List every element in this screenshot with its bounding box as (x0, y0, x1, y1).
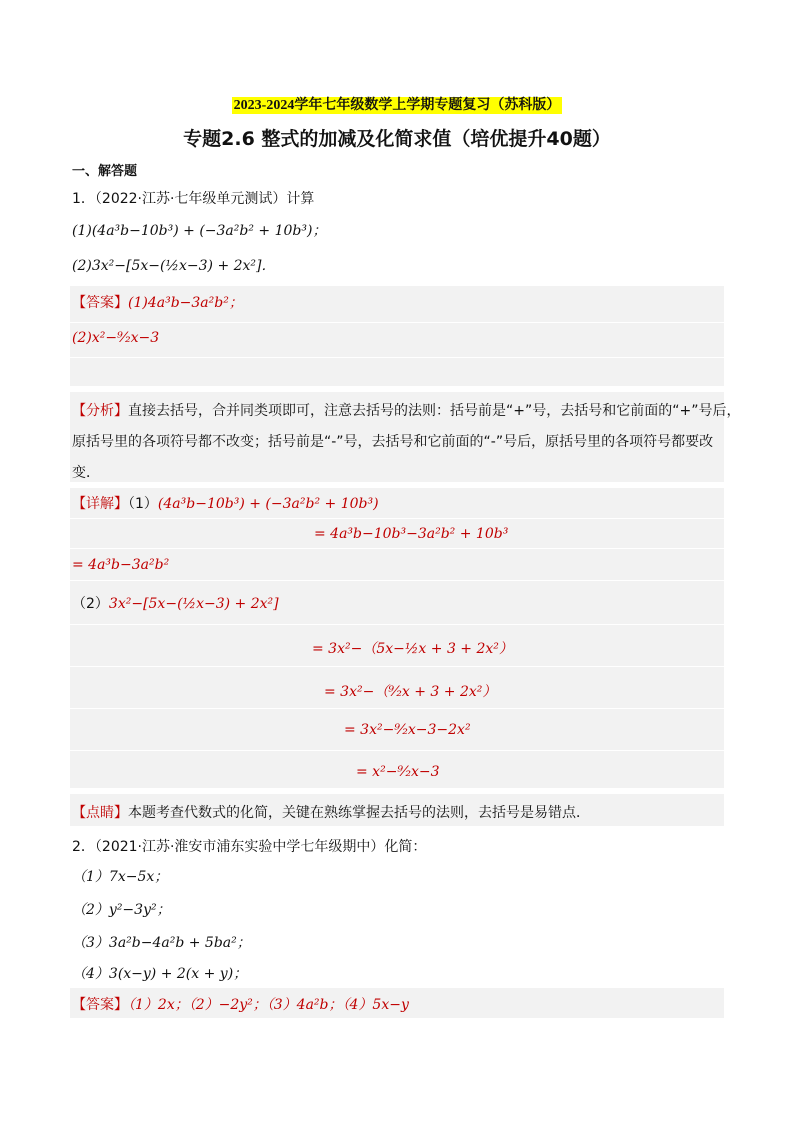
page-title: 专题2.6 整式的加减及化简求值（培优提升40题） (183, 128, 611, 150)
divider (70, 708, 724, 709)
q2-part4: （4）3(x−y) + 2(x + y)； (72, 966, 248, 982)
answer-label: 【答案】 (72, 997, 128, 1013)
section-heading: 一、解答题 (72, 164, 138, 179)
q2-part3: （3）3a²b−4a²b + 5ba²； (72, 935, 251, 951)
analysis-label: 【分析】 (72, 403, 128, 419)
q2-part1: （1）7x−5x； (72, 869, 169, 885)
q1-analysis-line2: 原括号里的各项符号都不改变；括号前是“-”号，去括号和它前面的“-”号后，原括号里的各项符号都要改 (72, 434, 714, 450)
divider (70, 750, 724, 751)
q1-detail-2: （2）3x²−[5x−(½x−3) + 2x²] (72, 596, 279, 612)
q1-part2: (2)3x²−[5x−(½x−3) + 2x²]． (72, 258, 276, 274)
q1-comment: 【点睛】本题考查代数式的化简，关键在熟练掌握去括号的法则，去括号是易错点． (72, 805, 590, 821)
divider (70, 518, 724, 519)
q1-detail-1-step1: = 4a³b−10b³−3a²b² + 10b³ (314, 526, 509, 542)
divider (70, 548, 724, 549)
divider (70, 580, 724, 581)
divider (70, 322, 724, 323)
divider (70, 357, 724, 358)
q1-analysis-line3: 变． (72, 465, 100, 481)
answer-label: 【答案】 (72, 295, 128, 311)
q1-part1: (1)(4a³b−10b³) + (−3a²b² + 10b³)； (72, 223, 327, 239)
q1-detail-2-step4: = x²−⁹⁄₂x−3 (356, 764, 440, 780)
q1-detail-2-step1: = 3x²−（5x−½x + 3 + 2x²） (312, 641, 513, 657)
q1-detail-1: 【详解】（1）(4a³b−10b³) + (−3a²b² + 10b³) (72, 496, 379, 512)
divider (70, 624, 724, 625)
answer-part2: (2)x²−⁹⁄₂x−3 (72, 330, 160, 346)
q1-answer (72, 292, 243, 312)
q1-analysis-line1: 【分析】直接去括号，合并同类项即可，注意去括号的法则：括号前是“+”号，去括号和它前面的“+”号后， (72, 403, 741, 419)
q2-stem: 2．（2021·江苏·淮安市浦东实验中学七年级期中）化简： (72, 839, 427, 855)
q1-detail-2-step2: = 3x²−（⁹⁄₂x + 3 + 2x²） (324, 684, 497, 700)
series-tag: 2023-2024学年七年级数学上学期专题复习（苏科版） (233, 98, 561, 113)
answer-part1: (1)4a³b−3a²b²； (128, 295, 243, 311)
divider (70, 666, 724, 667)
q1-detail-1-step2: = 4a³b−3a²b² (72, 557, 170, 573)
q2-answer: 【答案】（1）2x；（2）−2y²；（3）4a²b；（4）5x−y (72, 997, 409, 1013)
q2-part2: （2）y²−3y²； (72, 902, 171, 918)
detail-label: 【详解】 (72, 496, 128, 512)
q1-stem: 1．（2022·江苏·七年级单元测试）计算 (72, 191, 315, 207)
q1-detail-2-step3: = 3x²−⁹⁄₂x−3−2x² (344, 722, 471, 738)
comment-label: 【点睛】 (72, 805, 128, 821)
